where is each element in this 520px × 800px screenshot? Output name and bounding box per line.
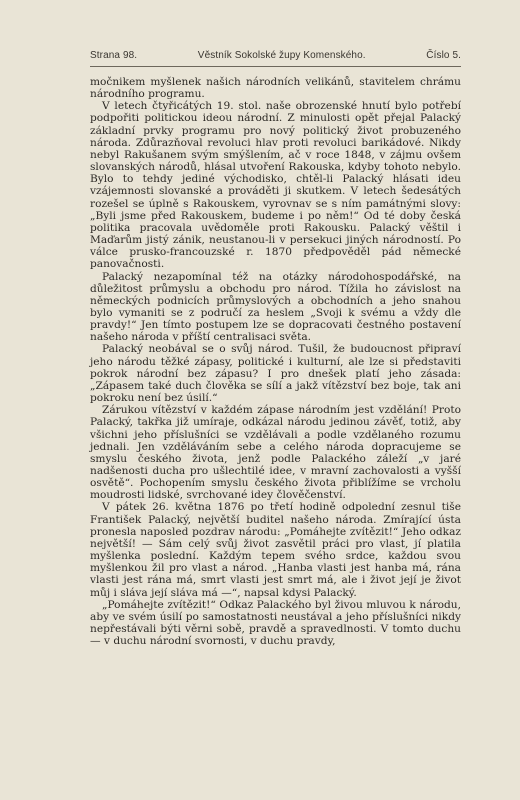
paragraph: „Pomáhejte zvítězit!“ Odkaz Palackého byl živou mluvou k národu, aby ve svém úsilí po samostatnosti neustával a jeho příslušníci nikdy nepřestávali býti věrni sobě, pravdě a spravedlnosti. V tomto duchu — v duchu národní svornosti, v duchu pravdy, — [90, 598, 461, 648]
paragraph: Palacký neobával se o svůj národ. Tušil, že budoucnost připraví jeho národu těžké zápasy, politické i kulturní, ale lze si představiti pokrok národní bez zápasu? I pro dnešek platí jeho zásada: „Zápasem také duch člověka se sílí a jakž vítězství bez boje, tak ani pokroku není bez úsilí.“ — [90, 343, 461, 405]
paragraph: Palacký nezapomínal též na otázky národohospodářské, na důležitost průmyslu a obchodu pro národ. Tížila ho závislost na německých podnicích průmyslových a obchodních a jeho snahou bylo vymaniti se z područí za heslem „Svoji k svému a vždy dle pravdy!“ Jen tímto postupem lze se dopracovati čestného postavení našeho národa v příští centralisaci světa. — [90, 270, 461, 344]
paragraph: močnikem myšlenek našich národních velikánů, stavitelem chrámu národního programu. — [90, 76, 461, 101]
journal-title: Věstník Sokolské župy Komenského. — [197, 50, 366, 61]
header-rule — [90, 66, 461, 67]
paragraph: V letech čtyřicátých 19. stol. naše obrozenské hnutí bylo potřebí podpořiti politickou ideou národní. Z minulosti opět přejal Palacký základní prvky programu pro nový politický život probuzeného národa. Zdůrazňoval revoluci hlav proti revoluci barikádové. Nikdy nebyl Rakušanem svým smýšlením, ač v roce 1848, v zájmu ovšem slovanských národů, hlásal utvoření Rakouska, kdyby tohoto nebylo. Bylo to tehdy jediné východisko, chtěl-li Palacký hlásati ideu vzájemnosti slovanské a prováděti ji skutkem. V letech šedesátých rozešel se úplně s Rakouskem, vyrovnav se s ním památnými slovy: „Byli jsme před Rakouskem, budeme i po něm!“ Od té doby česká politika pracovala uvědoměle proti Rakousku. Palacký věštil i Maďarům jistý zánik, neustanou-li v persekuci jiných národností. Po válce prusko-francouzské r. 1870 předpověděl pád německé panovačnosti. — [90, 100, 461, 271]
running-header — [90, 50, 461, 61]
paragraph: Zárukou vítězství v každém zápase národním jest vzdělání! Proto Palacký, takřka již umíraje, odkázal národu jedinou závěť, totiž, aby všichni jeho příslušníci se vzdělávali a podle vzdělaného rozumu jednali. Jen vzděláváním sebe a celého národa dopracujeme se smyslu českého života, jenž podle Palackého záleží „v jaré nadšenosti ducha pro ušlechtilé idee, v mravní zachovalosti a vyšší osvětě“. Pochopením smyslu českého života přiblížíme se vrcholu moudrosti lidské, svrchované idey člověčenství. — [90, 404, 461, 502]
article-body — [90, 76, 461, 647]
issue-number: Číslo 5. — [426, 50, 461, 61]
paragraph: V pátek 26. května 1876 po třetí hodině odpolední zesnul tiše František Palacký, největší buditel našeho národa. Zmírající ústa pronesla naposled pozdrav národu: „Pomáhejte zvítězit!“ Jeho odkaz největší! — Sám celý svůj život zasvětil práci pro vlast, jí platila myšlenka poslední. Každým tepem svého srdce, každou svou myšlenkou žil pro vlast a národ. „Hanba vlasti jest hanba má, rána vlasti jest rána má, smrt vlasti jest smrt má, ale i život její je život můj i sláva její sláva má —“, napsal kdysi Palacký. — [90, 501, 461, 599]
page-number: Strana 98. — [90, 50, 138, 61]
